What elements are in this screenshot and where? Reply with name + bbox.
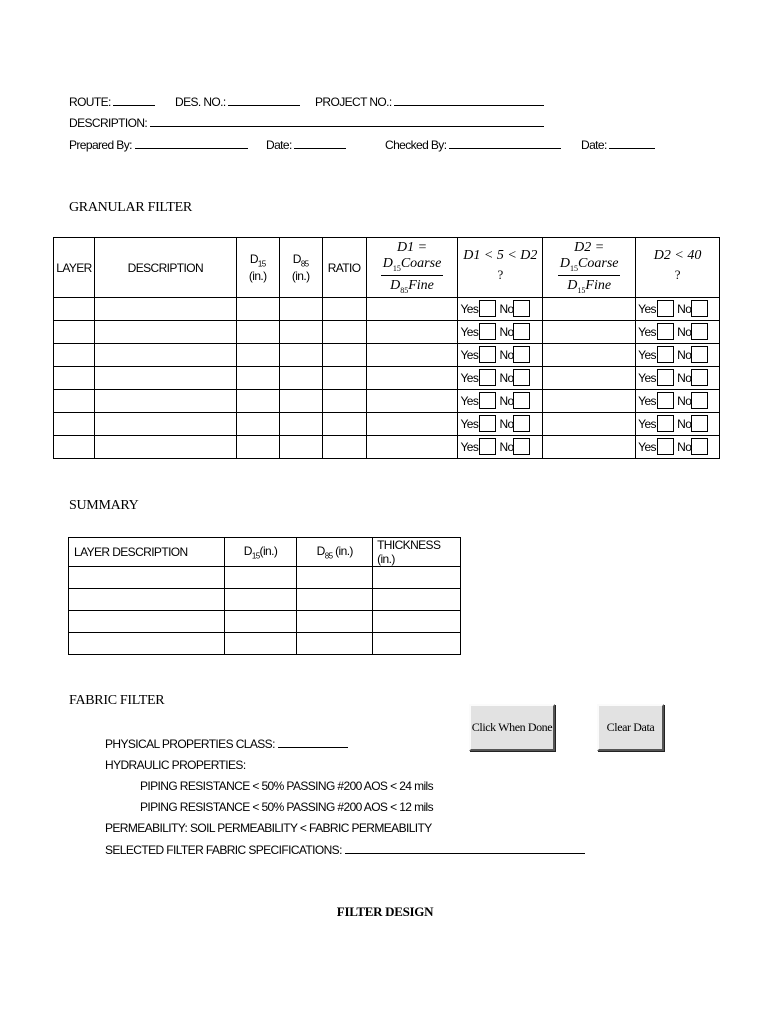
cell-d15[interactable] xyxy=(236,436,279,459)
cell-d1[interactable] xyxy=(366,413,458,436)
yes-label: Yes xyxy=(460,417,479,431)
granular-row xyxy=(54,367,720,390)
cell-d15[interactable] xyxy=(236,390,279,413)
description-field[interactable] xyxy=(150,116,544,127)
no-label: No xyxy=(499,440,514,454)
cell-d2-check xyxy=(636,298,720,321)
checked-field[interactable] xyxy=(449,138,561,149)
cell-ratio[interactable] xyxy=(322,344,366,367)
no-label: No xyxy=(677,440,692,454)
cell-ratio[interactable] xyxy=(322,390,366,413)
selected-label: SELECTED FILTER FABRIC SPECIFICATIONS: xyxy=(105,843,342,857)
yes-checkbox[interactable] xyxy=(479,300,496,317)
cell-ratio[interactable] xyxy=(322,367,366,390)
yes-label: Yes xyxy=(460,325,479,339)
cell-layer[interactable] xyxy=(54,413,95,436)
no-checkbox[interactable] xyxy=(513,323,530,340)
no-checkbox[interactable] xyxy=(691,323,708,340)
no-label: No xyxy=(499,417,514,431)
cell-description[interactable] xyxy=(94,413,236,436)
cell-ratio[interactable] xyxy=(322,321,366,344)
selected-field[interactable] xyxy=(345,843,585,854)
cell-layer[interactable] xyxy=(54,436,95,459)
summary-row xyxy=(69,589,461,611)
prepared-field[interactable] xyxy=(135,138,248,149)
checked-label: Checked By: xyxy=(385,138,447,152)
yes-label: Yes xyxy=(460,394,479,408)
cell-layer[interactable] xyxy=(54,367,95,390)
cell-ratio[interactable] xyxy=(322,413,366,436)
cell-d2-check xyxy=(636,390,720,413)
cell-d85[interactable] xyxy=(279,298,322,321)
granular-row xyxy=(54,321,720,344)
cell-sum-d15[interactable] xyxy=(224,611,297,633)
cell-d85[interactable] xyxy=(279,321,322,344)
cell-d85[interactable] xyxy=(279,390,322,413)
no-label: No xyxy=(677,371,692,385)
cell-d2[interactable] xyxy=(543,344,636,367)
yes-checkbox[interactable] xyxy=(479,346,496,363)
no-label: No xyxy=(499,302,514,316)
cell-d2[interactable] xyxy=(543,367,636,390)
cell-d85[interactable] xyxy=(279,344,322,367)
physical-line xyxy=(105,737,348,751)
cell-d2-check xyxy=(636,367,720,390)
granular-row xyxy=(54,413,720,436)
cell-d1[interactable] xyxy=(366,321,458,344)
no-checkbox[interactable] xyxy=(691,438,708,455)
cell-d1-check xyxy=(458,413,543,436)
col-ratio: RATIO xyxy=(322,238,366,298)
cell-d85[interactable] xyxy=(279,413,322,436)
col-sum-d85: $D_{85}$ (in.) xyxy=(297,538,373,567)
cell-sum-d15[interactable] xyxy=(224,567,297,589)
cell-thickness[interactable] xyxy=(373,567,461,589)
cell-thickness[interactable] xyxy=(373,611,461,633)
no-checkbox[interactable] xyxy=(513,346,530,363)
cell-sum-d85[interactable] xyxy=(297,633,373,655)
no-label: No xyxy=(499,371,514,385)
desno-line xyxy=(175,95,300,109)
no-checkbox[interactable] xyxy=(691,346,708,363)
granular-table xyxy=(53,237,720,459)
yes-checkbox[interactable] xyxy=(479,369,496,386)
cell-d1[interactable] xyxy=(366,367,458,390)
no-checkbox[interactable] xyxy=(691,300,708,317)
cell-layer-desc[interactable] xyxy=(69,589,225,611)
cell-d1-check xyxy=(458,321,543,344)
cell-description[interactable] xyxy=(94,298,236,321)
description-line xyxy=(69,116,544,130)
desno-field[interactable] xyxy=(228,95,300,106)
granular-row xyxy=(54,390,720,413)
cell-d15[interactable] xyxy=(236,413,279,436)
prepared-line xyxy=(69,138,248,152)
cell-d1[interactable] xyxy=(366,298,458,321)
cell-d2[interactable] xyxy=(543,321,636,344)
piping-line-2: PIPING RESISTANCE < 50% PASSING #200 AOS < 12 mils xyxy=(140,800,434,814)
granular-row xyxy=(54,344,720,367)
prepared-label: Prepared By: xyxy=(69,138,132,152)
no-label: No xyxy=(677,302,692,316)
projectno-label: PROJECT NO.: xyxy=(315,95,392,109)
cell-sum-d15[interactable] xyxy=(224,589,297,611)
no-checkbox[interactable] xyxy=(513,369,530,386)
no-checkbox[interactable] xyxy=(513,438,530,455)
cell-d1[interactable] xyxy=(366,344,458,367)
cell-layer[interactable] xyxy=(54,344,95,367)
cell-description[interactable] xyxy=(94,344,236,367)
yes-checkbox[interactable] xyxy=(657,369,674,386)
no-checkbox[interactable] xyxy=(513,415,530,432)
no-label: No xyxy=(677,394,692,408)
cell-d1-check xyxy=(458,298,543,321)
no-label: No xyxy=(677,325,692,339)
yes-label: Yes xyxy=(638,348,656,362)
col-thickness: THICKNESS (in.) xyxy=(373,538,461,567)
yes-checkbox[interactable] xyxy=(479,392,496,409)
cell-d1[interactable] xyxy=(366,436,458,459)
summary-row xyxy=(69,611,461,633)
col-d1-formula: D1 = $\frac{D_{15}Coarse}{D_{85}Fine}$ xyxy=(366,238,458,298)
date-field-1[interactable] xyxy=(294,138,346,149)
cell-description[interactable] xyxy=(94,436,236,459)
projectno-line xyxy=(315,95,544,109)
no-label: No xyxy=(499,348,514,362)
cell-d2-check xyxy=(636,344,720,367)
cell-sum-d85[interactable] xyxy=(297,567,373,589)
yes-checkbox[interactable] xyxy=(657,346,674,363)
granular-row xyxy=(54,298,720,321)
cell-layer[interactable] xyxy=(54,298,95,321)
col-sum-d15: $D_{15}(in.)$ xyxy=(224,538,297,567)
cell-d15[interactable] xyxy=(236,344,279,367)
no-label: No xyxy=(677,417,692,431)
permeability-line: PERMEABILITY: SOIL PERMEABILITY < FABRIC PERMEABILITY xyxy=(105,821,432,835)
cell-d1-check xyxy=(458,436,543,459)
piping-line-1: PIPING RESISTANCE < 50% PASSING #200 AOS < 24 mils xyxy=(140,779,434,793)
no-checkbox[interactable] xyxy=(513,392,530,409)
cell-d2[interactable] xyxy=(543,413,636,436)
yes-checkbox[interactable] xyxy=(657,323,674,340)
projectno-field[interactable] xyxy=(394,95,544,106)
col-layer-desc: LAYER DESCRIPTION xyxy=(69,538,225,567)
cell-d1-check xyxy=(458,367,543,390)
no-checkbox[interactable] xyxy=(691,415,708,432)
no-checkbox[interactable] xyxy=(691,369,708,386)
cell-d2-check xyxy=(636,413,720,436)
cell-thickness[interactable] xyxy=(373,589,461,611)
no-checkbox[interactable] xyxy=(513,300,530,317)
cell-thickness[interactable] xyxy=(373,633,461,655)
cell-sum-d85[interactable] xyxy=(297,611,373,633)
cell-description[interactable] xyxy=(94,367,236,390)
hydraulic-label: HYDRAULIC PROPERTIES: xyxy=(105,758,246,772)
yes-label: Yes xyxy=(638,371,656,385)
no-checkbox[interactable] xyxy=(691,392,708,409)
cell-layer[interactable] xyxy=(54,321,95,344)
no-label: No xyxy=(499,325,514,339)
cell-d2-check xyxy=(636,321,720,344)
date-line-2 xyxy=(581,138,655,152)
footer-title: FILTER DESIGN xyxy=(336,904,434,919)
date-line-1 xyxy=(266,138,346,152)
yes-label: Yes xyxy=(460,302,479,316)
cell-d2[interactable] xyxy=(543,390,636,413)
col-d15: $D_{15}$ (in.) xyxy=(236,238,279,298)
summary-table xyxy=(68,537,461,655)
description-label: DESCRIPTION: xyxy=(69,116,148,130)
yes-label: Yes xyxy=(638,394,656,408)
cell-d1[interactable] xyxy=(366,390,458,413)
cell-d2[interactable] xyxy=(543,436,636,459)
date-label-1: Date: xyxy=(266,138,292,152)
summary-row xyxy=(69,633,461,655)
cell-description[interactable] xyxy=(94,321,236,344)
yes-checkbox[interactable] xyxy=(657,438,674,455)
yes-label: Yes xyxy=(460,371,479,385)
yes-checkbox[interactable] xyxy=(657,415,674,432)
physical-field[interactable] xyxy=(278,737,348,748)
summary-title: SUMMARY xyxy=(69,498,139,513)
yes-label: Yes xyxy=(638,325,656,339)
col-d85: $D_{85}$ (in.) xyxy=(279,238,322,298)
granular-header-row xyxy=(54,238,720,298)
date-field-2[interactable] xyxy=(609,138,655,149)
route-field[interactable] xyxy=(113,95,155,106)
granular-row xyxy=(54,436,720,459)
yes-label: Yes xyxy=(638,417,656,431)
yes-checkbox[interactable] xyxy=(657,300,674,317)
cell-sum-d85[interactable] xyxy=(297,589,373,611)
granular-title: GRANULAR FILTER xyxy=(69,200,192,215)
col-d2-formula: D2 = $\frac{D_{15}Coarse}{D_{15}Fine}$ xyxy=(543,238,636,298)
col-d2-check: D2 < 40 ? xyxy=(636,238,720,298)
cell-d85[interactable] xyxy=(279,367,322,390)
yes-checkbox[interactable] xyxy=(657,392,674,409)
desno-label: DES. NO.: xyxy=(175,95,226,109)
selected-line xyxy=(105,843,585,857)
cell-d15[interactable] xyxy=(236,298,279,321)
physical-label: PHYSICAL PROPERTIES CLASS: xyxy=(105,737,275,751)
route-label: ROUTE: xyxy=(69,95,111,109)
cell-d1-check xyxy=(458,344,543,367)
yes-label: Yes xyxy=(638,302,656,316)
click-when-done-button[interactable]: Click When Done xyxy=(469,704,555,751)
cell-d85[interactable] xyxy=(279,436,322,459)
cell-d2-check xyxy=(636,436,720,459)
fabric-title: FABRIC FILTER xyxy=(69,693,165,708)
checked-line xyxy=(385,138,561,152)
cell-layer-desc[interactable] xyxy=(69,567,225,589)
yes-label: Yes xyxy=(460,348,479,362)
cell-ratio[interactable] xyxy=(322,436,366,459)
yes-label: Yes xyxy=(638,440,656,454)
yes-label: Yes xyxy=(460,440,479,454)
cell-d15[interactable] xyxy=(236,321,279,344)
no-label: No xyxy=(677,348,692,362)
yes-checkbox[interactable] xyxy=(479,323,496,340)
col-d1-check: D1 < 5 < D2 ? xyxy=(458,238,543,298)
cell-layer-desc[interactable] xyxy=(69,633,225,655)
summary-row xyxy=(69,567,461,589)
col-description: DESCRIPTION xyxy=(94,238,236,298)
cell-ratio[interactable] xyxy=(322,298,366,321)
summary-header-row xyxy=(69,538,461,567)
yes-checkbox[interactable] xyxy=(479,438,496,455)
cell-d1-check xyxy=(458,390,543,413)
no-label: No xyxy=(499,394,514,408)
col-layer: LAYER xyxy=(54,238,95,298)
cell-description[interactable] xyxy=(94,390,236,413)
yes-checkbox[interactable] xyxy=(479,415,496,432)
route-line xyxy=(69,95,155,109)
cell-d15[interactable] xyxy=(236,367,279,390)
cell-layer-desc[interactable] xyxy=(69,611,225,633)
cell-sum-d15[interactable] xyxy=(224,633,297,655)
clear-data-button[interactable]: Clear Data xyxy=(597,704,664,751)
cell-d2[interactable] xyxy=(543,298,636,321)
cell-layer[interactable] xyxy=(54,390,95,413)
date-label-2: Date: xyxy=(581,138,607,152)
